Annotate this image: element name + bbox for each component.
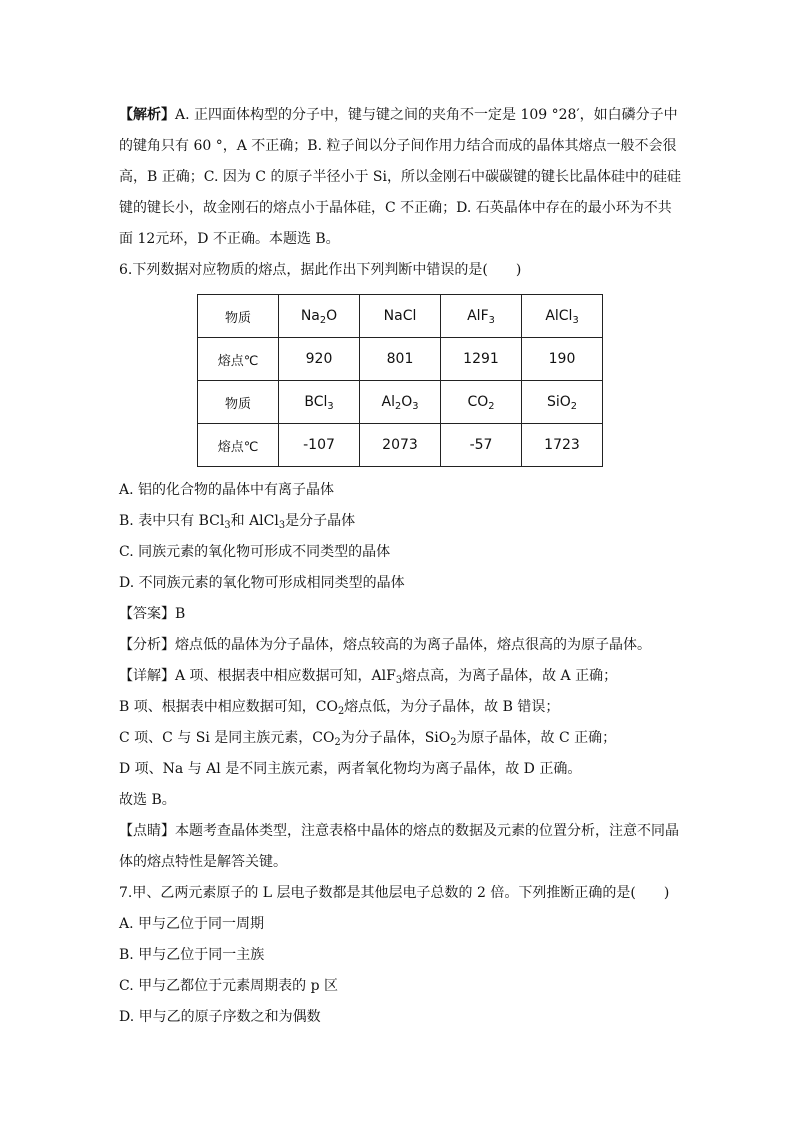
q7-option-a: A. 甲与乙位于同一周期 bbox=[119, 916, 265, 932]
table-cell-value: 920 bbox=[279, 338, 360, 381]
q6-detail-line-5: 故选 B。 bbox=[119, 792, 176, 808]
document-body bbox=[119, 100, 679, 1033]
q6-analysis: 【分析】熔点低的晶体为分子晶体，熔点较高的为离子晶体，熔点很高的为原子晶体。 bbox=[119, 637, 651, 653]
table-cell-formula: $Na_2O$ bbox=[279, 295, 360, 338]
table-cell-value: 2073 bbox=[360, 424, 441, 467]
q6-option-d: D. 不同族元素的氧化物可形成相同类型的晶体 bbox=[119, 575, 405, 591]
analysis-label: 【解析】 bbox=[119, 107, 175, 123]
q6-option-b: B. 表中只有 BCl$_3$和 AlCl$_3$是分子晶体 bbox=[119, 513, 356, 531]
q5-analysis-line-3: 高，B 正确；C. 因为 C 的原子半径小于 Si，所以金刚石中碳碳键的键长比晶体硅中的硅硅 bbox=[119, 169, 681, 185]
q6-stem: 6.下列数据对应物质的熔点，据此作出下列判断中错误的是( ) bbox=[119, 262, 522, 278]
q5-analysis-line-1: 【解析】A. 正四面体构型的分子中，键与键之间的夹角不一定是 109 °28′，如白磷分子中 bbox=[119, 107, 678, 123]
table-cell-value: 1291 bbox=[441, 338, 522, 381]
q7-option-c: C. 甲与乙都位于元素周期表的 p 区 bbox=[119, 978, 338, 994]
q6-comment-line-1: 【点睛】本题考查晶体类型，注意表格中晶体的熔点的数据及元素的位置分析，注意不同晶 bbox=[119, 823, 679, 839]
table-row bbox=[198, 338, 603, 381]
table-cell-label: 物质 bbox=[198, 295, 279, 338]
q6-answer: 【答案】B bbox=[119, 606, 186, 622]
q6-detail-line-2: B 项、根据表中相应数据可知，$CO_2$熔点低，为分子晶体，故 B 错误； bbox=[119, 699, 560, 717]
q6-detail-line-4: D 项、Na 与 Al 是不同主族元素，两者氧化物均为离子晶体，故 D 正确。 bbox=[119, 761, 582, 777]
table-row bbox=[198, 381, 603, 424]
q5-analysis-line-2: 的键角只有 60 °，A 不正确；B. 粒子间以分子间作用力结合而成的晶体其熔点一般不会很 bbox=[119, 138, 677, 154]
q7-option-b: B. 甲与乙位于同一主族 bbox=[119, 947, 265, 963]
q7-stem: 7.甲、乙两元素原子的 L 层电子数都是其他层电子总数的 2 倍。下列推断正确的是( ) bbox=[119, 885, 670, 901]
table-cell-formula: $Al_2O_3$ bbox=[360, 381, 441, 424]
table-cell-formula: NaCl bbox=[360, 295, 441, 338]
q6-comment-line-2: 体的熔点特性是解答关键。 bbox=[119, 854, 287, 870]
table-cell-value: 1723 bbox=[522, 424, 603, 467]
q6-option-a: A. 铝的化合物的晶体中有离子晶体 bbox=[119, 482, 335, 498]
table-cell-label: 物质 bbox=[198, 381, 279, 424]
q6-detail-line-3: C 项、C 与 Si 是同主族元素，$CO_2$为分子晶体，SiO$_2$为原子晶体，故 C 正确； bbox=[119, 730, 617, 748]
table-cell-formula: AlCl$_3$ bbox=[522, 295, 603, 338]
q5-analysis-line-4: 键的键长小，故金刚石的熔点小于晶体硅，C 不正确；D. 石英晶体中存在的最小环为不共 bbox=[119, 200, 672, 216]
table-cell-value: -107 bbox=[279, 424, 360, 467]
table-cell-label: 熔点℃ bbox=[198, 338, 279, 381]
q6-detail-line-1: 【详解】A 项、根据表中相应数据可知，AlF$_3$熔点高，为离子晶体，故 A 正确； bbox=[119, 668, 618, 686]
table-row bbox=[198, 424, 603, 467]
table-row bbox=[198, 295, 603, 338]
table-cell-value: 190 bbox=[522, 338, 603, 381]
table-cell-formula: BCl$_3$ bbox=[279, 381, 360, 424]
q6-option-c: C. 同族元素的氧化物可形成不同类型的晶体 bbox=[119, 544, 391, 560]
q7-option-d: D. 甲与乙的原子序数之和为偶数 bbox=[119, 1009, 321, 1025]
q5-analysis-line-5: 面 12元环，D 不正确。本题选 B。 bbox=[119, 231, 340, 247]
melting-point-table bbox=[197, 294, 603, 467]
table-cell-formula: AlF$_3$ bbox=[441, 295, 522, 338]
table-cell-label: 熔点℃ bbox=[198, 424, 279, 467]
table-cell-value: -57 bbox=[441, 424, 522, 467]
table-cell-value: 801 bbox=[360, 338, 441, 381]
table-cell-formula: SiO$_2$ bbox=[522, 381, 603, 424]
table-cell-formula: $CO_2$ bbox=[441, 381, 522, 424]
